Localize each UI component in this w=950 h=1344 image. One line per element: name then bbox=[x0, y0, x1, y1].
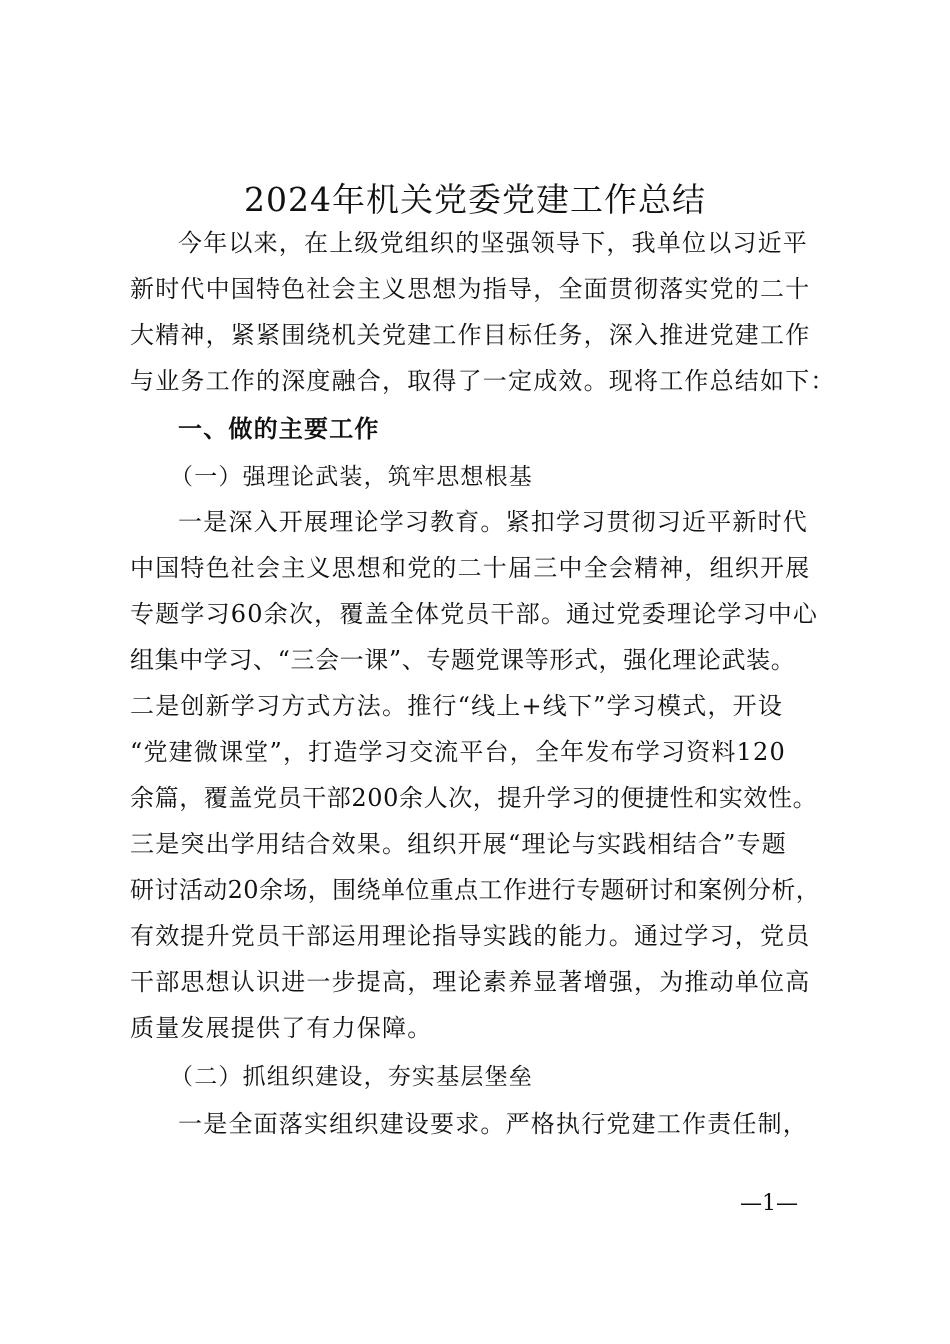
section-heading: 一、做的主要工作 bbox=[178, 415, 380, 443]
subsection-heading: （二）抓组织建设，夯实基层堡垒 bbox=[170, 1064, 533, 1090]
page-number: —1— bbox=[740, 1191, 798, 1216]
paragraph-line: 干部思想认识进一步提高，理论素养显著增强，为推动单位高 bbox=[130, 968, 811, 996]
paragraph-line: 专题学习60余次，覆盖全体党员干部。通过党委理论学习中心 bbox=[130, 600, 819, 628]
paragraph-line: 与业务工作的深度融合，取得了一定成效。现将工作总结如下： bbox=[130, 367, 836, 395]
paragraph-line: 中国特色社会主义思想和党的二十届三中全会精神，组织开展 bbox=[130, 554, 811, 582]
paragraph-line: 三是突出学用结合效果。组织开展“理论与实践相结合”专题 bbox=[130, 830, 787, 858]
paragraph-line: 一是深入开展理论学习教育。紧扣学习贯彻习近平新时代 bbox=[178, 508, 808, 536]
paragraph-line: “党建微课堂”，打造学习交流平台，全年发布学习资料120 bbox=[130, 738, 786, 766]
paragraph-line: 大精神，紧紧围绕机关党建工作目标任务，深入推进党建工作 bbox=[130, 321, 811, 349]
paragraph-line: 研讨活动20余场，围绕单位重点工作进行专题研讨和案例分析， bbox=[130, 876, 821, 904]
paragraph-line: 二是创新学习方式方法。推行“线上+线下”学习模式，开设 bbox=[130, 692, 784, 720]
paragraph-line: 质量发展提供了有力保障。 bbox=[130, 1014, 433, 1042]
paragraph-line: 新时代中国特色社会主义思想为指导，全面贯彻落实党的二十 bbox=[130, 275, 811, 303]
paragraph-line: 今年以来，在上级党组织的坚强领导下，我单位以习近平 bbox=[178, 229, 808, 257]
paragraph-line: 有效提升党员干部运用理论指导实践的能力。通过学习，党员 bbox=[130, 922, 811, 950]
paragraph-line: 余篇，覆盖党员干部200余人次，提升学习的便捷性和实效性。 bbox=[130, 784, 818, 812]
document-title: 2024年机关党委党建工作总结 bbox=[244, 180, 706, 219]
paragraph-line: 组集中学习、“三会一课”、专题党课等形式，强化理论武装。 bbox=[130, 646, 796, 674]
subsection-heading: （一）强理论武装，筑牢思想根基 bbox=[170, 464, 533, 490]
paragraph-line: 一是全面落实组织建设要求。严格执行党建工作责任制， bbox=[178, 1110, 808, 1138]
